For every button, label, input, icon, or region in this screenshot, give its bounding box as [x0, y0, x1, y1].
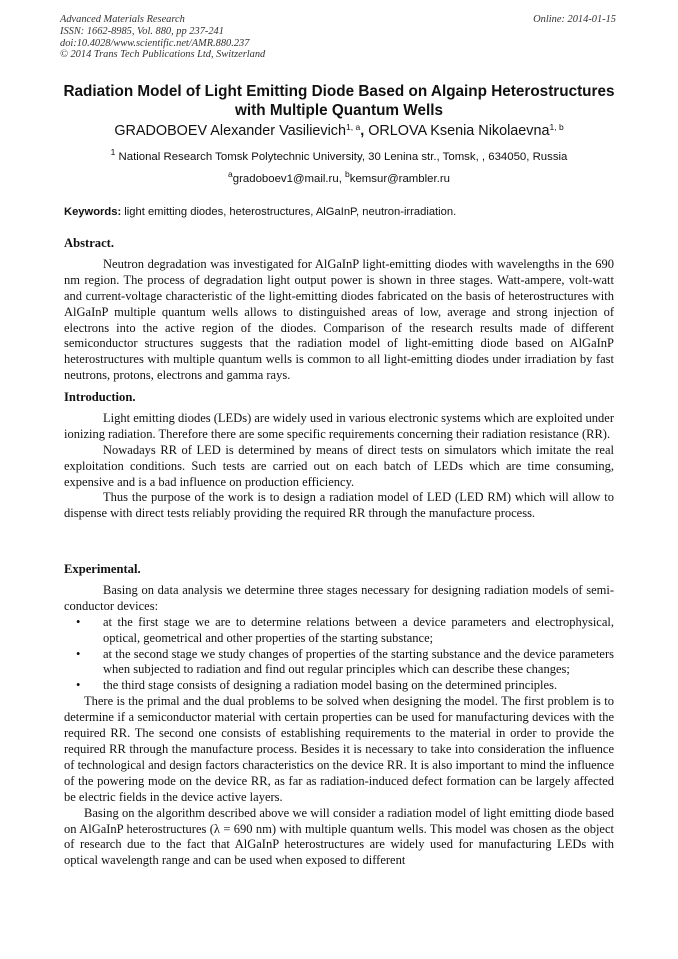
bullet-icon: • [76, 678, 81, 693]
paragraph: Basing on data analysis we determine three stages necessary for designing radiation models of semi-conductor devices: [64, 582, 614, 613]
online-date: Online: 2014-01-15 [533, 14, 616, 25]
journal-header [60, 14, 616, 61]
keywords [64, 205, 618, 219]
stage-list [64, 615, 614, 695]
paragraph: Basing on the algorithm described above we will consider a radiation model of light emitting diode based on AlGaInP heterostructures (λ = 690 nm) with multiple quantum wells. This model was chosen as the object of research due to the fact that AlGaInP heterostructures are widely used for manufacturing LEDs with optical wavelength range and can be used when exposed to different [64, 805, 614, 868]
list-item [64, 678, 614, 694]
bullet-icon: • [76, 614, 81, 629]
paragraph: Thus the purpose of the work is to design a radiation model of LED (LED RM) which will allow to dispense with direct tests reliably providing the required RR through the manufacture process. [64, 490, 614, 521]
bullet-icon: • [76, 646, 81, 661]
email-link[interactable]: gradoboev1@mail.ru, [232, 173, 346, 185]
keywords-text: light emitting diodes, heterostructures, AlGaInP, neutron-irradiation. [121, 206, 457, 218]
introduction-section [64, 390, 614, 522]
affiliation [40, 147, 638, 164]
list-item-text: at the first stage we are to determine relations between a device parameters and electrophysical, optical, geometrical and other properties of the starting substance; [103, 614, 614, 645]
email-superscript: b [345, 169, 350, 179]
journal-doi[interactable]: doi:10.4028/www.scientific.net/AMR.880.237 [60, 37, 250, 49]
journal-issn: ISSN: 1662-8985, Vol. 880, pp 237-241 [60, 25, 224, 37]
list-item [64, 647, 614, 679]
author-emails [40, 169, 638, 186]
keywords-label: Keywords: [64, 206, 122, 218]
author-superscript: 1, b [549, 122, 564, 132]
email-superscript: a [228, 169, 233, 179]
section-heading: Introduction. [64, 390, 136, 404]
paragraph: Nowadays RR of LED is determined by means of direct tests on simulators which imitate the real exploitation conditions. Such tests are carried out on each batch of LEDs which are time consuming, expensive and is a bad influence on production efficiency. [64, 442, 614, 489]
paragraph: Neutron degradation was investigated for AlGaInP light-emitting diodes with wavelengths in the 690 nm region. The process of degradation light output power is shown in three stages. Watt-ampere, volt-watt and current-voltage characteristic of the light-emitting diodes fabricated on the basis of heterostructures with AlGaInP multiple quantum wells allows to distinguished areas of low, average and strong injection of electrons into the active region of the diodes. Comparison of the research results made of different semiconductor structures suggests that the radiation model of light-emitting diode based on AlGaInP heterostructures with multiple quantum wells is common to all light-emitting diodes under irradiation by fast neutrons, protons, electrons and gamma rays. [64, 256, 614, 383]
paper-title: Radiation Model of Light Emitting Diode Based on Algainp Heterostructures with Multiple Quantum Wells [63, 83, 615, 119]
author-line [40, 123, 638, 140]
list-item [64, 615, 614, 647]
journal-copyright: © 2014 Trans Tech Publications Ltd, Switzerland [60, 49, 266, 61]
email-link[interactable]: kemsur@rambler.ru [349, 173, 450, 185]
paragraph: There is the primal and the dual problems to be solved when designing the model. The first problem is to determine if a semiconductor material with certain properties can be used for manufacturing devices with the required RR. The second one consists of establishing requirements to the material in order to provide the required RR through the manufacture process. Besides it is necessary to take into consideration the influence of technological and design factors characteristics on the device RR. It is also important to mind the influence of the powering mode on the device RR, as far as radiation-induced defect formation can be largely affected be electric fields in the device active layers. [64, 694, 614, 804]
journal-name: Advanced Materials Research [60, 14, 185, 25]
affiliation-superscript: 1 [110, 147, 116, 157]
author-name: GRADOBOEV Alexander Vasilievich [114, 123, 346, 139]
section-heading: Abstract. [64, 236, 115, 250]
author-separator: , [360, 123, 369, 139]
author-name: ORLOVA Ksenia Nikolaevna [368, 123, 550, 139]
experimental-section [64, 562, 614, 869]
list-item-text: the third stage consists of designing a radiation model basing on the determined principles. [103, 678, 558, 693]
abstract-section [64, 236, 614, 384]
affiliation-text: National Research Tomsk Polytechnic University, 30 Lenina str., Tomsk, , 634050, Russia [115, 151, 568, 163]
author-superscript: 1, a [346, 122, 361, 132]
section-heading: Experimental. [64, 562, 141, 576]
paragraph: Light emitting diodes (LEDs) are widely used in various electronic systems which are exploited under ionizing radiation. Therefore there are some specific requirements concerning their radiation resistance (RR). [64, 410, 614, 441]
list-item-text: at the second stage we study changes of properties of the starting substance and the device parameters when subjected to radiation and find out regular principles which can describe these changes; [103, 646, 614, 677]
